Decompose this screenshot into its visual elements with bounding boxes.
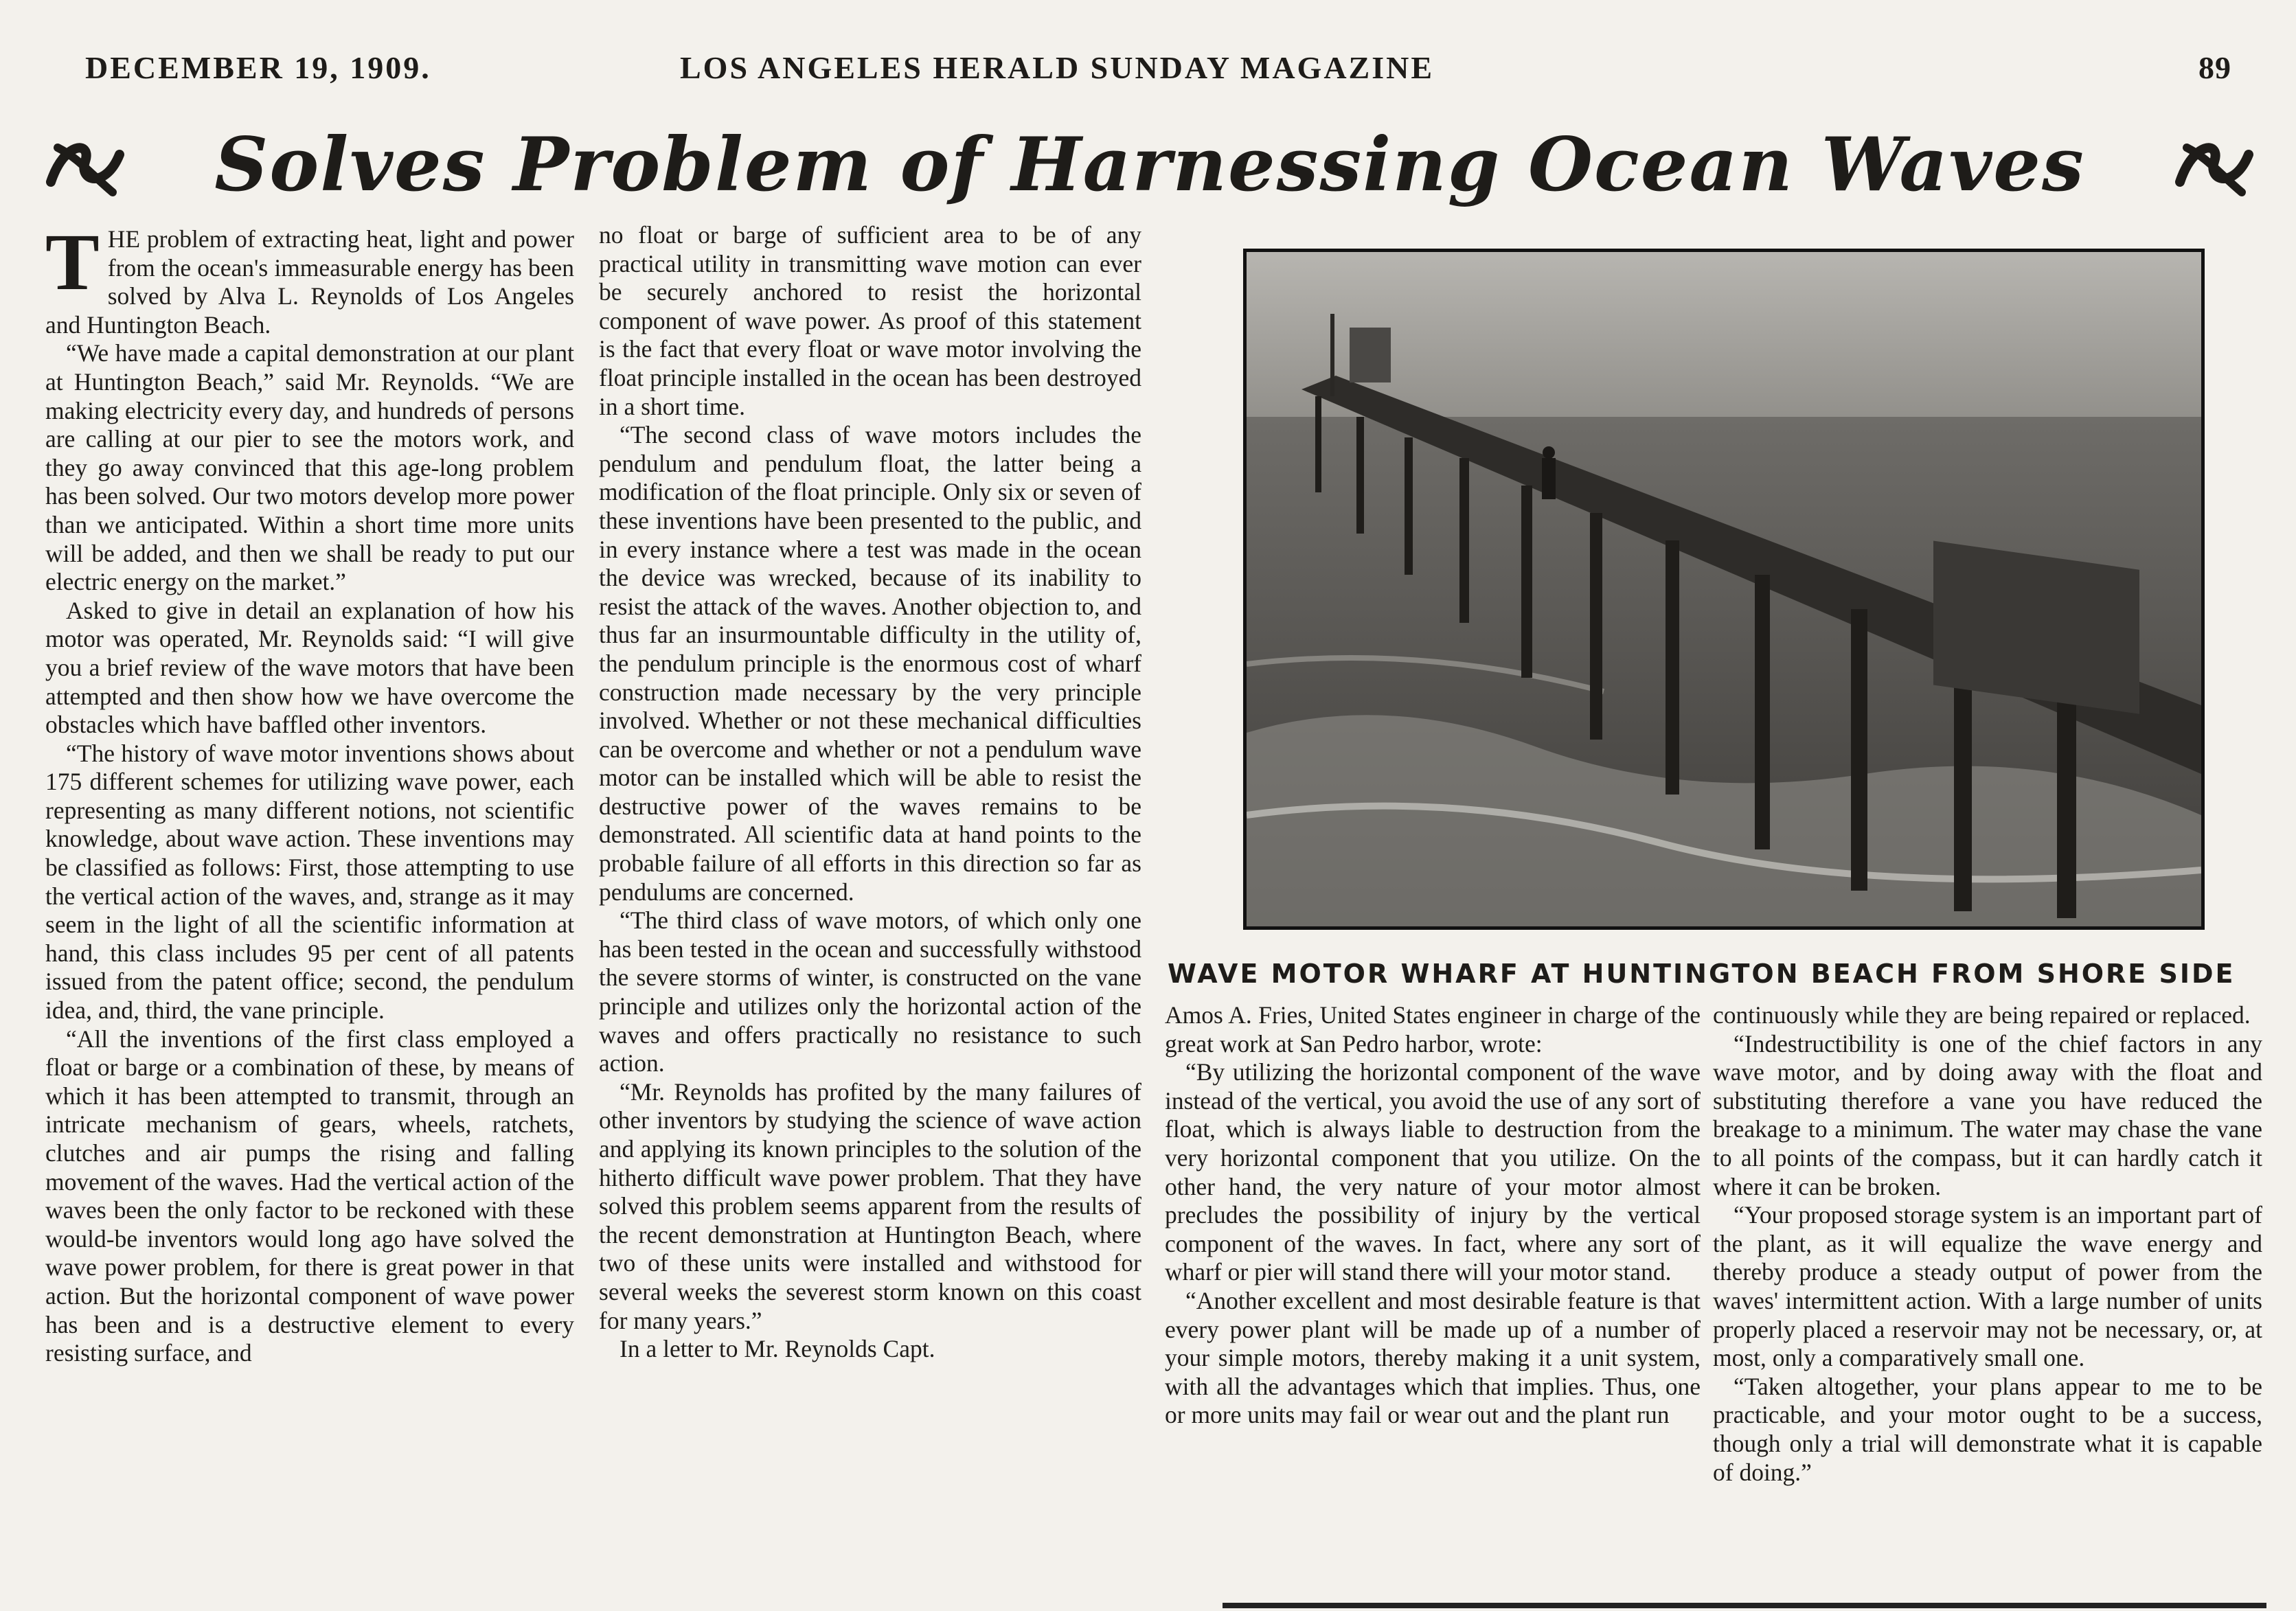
paragraph: “By utilizing the horizontal component of the wave instead of the vertical, you avoid the use of any sort of float, which is always liable to destruction from the very horizontal component that you utilize. On the other hand, the very nature of your motor almost precludes the possibility of injury by the vertical component of the waves. In fact, where any sort of wharf or pier will stand there will your motor stand. bbox=[1165, 1058, 1701, 1286]
paragraph-text: HE problem of extracting heat, light and power from the ocean's immeasurable energy has been solved by Alva L. Reynolds of Los Angeles and Huntington Beach. bbox=[45, 225, 574, 339]
wharf-photograph bbox=[1243, 249, 2205, 930]
right-ornament-icon bbox=[2173, 127, 2255, 203]
left-ornament-icon bbox=[44, 127, 126, 203]
headline: Solves Problem of Harnessing Ocean Waves bbox=[214, 122, 2085, 208]
publication-name: LOS ANGELES HERALD SUNDAY MAGAZINE bbox=[680, 50, 1435, 85]
wharf-photo-image bbox=[1247, 252, 2201, 926]
article-column-3 bbox=[1165, 1001, 1701, 1430]
article-column-2 bbox=[599, 221, 1141, 1364]
page-number: 89 bbox=[2198, 50, 2231, 85]
paragraph: no float or barge of sufficient area to be of any practical utility in transmitting wave motion can ever be securely anchored to resist the horizontal component of wave power. As proof of this statement is the fact that every float or wave motor involving the float principle installed in the ocean has been destroyed in a short time. bbox=[599, 221, 1141, 420]
paragraph: “The third class of wave motors, of which only one has been tested in the ocean and successfully withstood the severe storms of winter, is constructed on the vane principle and utilizes only the horizontal action of the waves and offers practically no resistance to such action. bbox=[599, 906, 1141, 1077]
paragraph: “The history of wave motor inventions shows about 175 different schemes for utilizing wave power, each representing as many different notions, not scientific knowledge, about wave action. These inventions may be classified as follows: First, those attempting to use the vertical action of the waves, and, strange as it may seem in the light of all the scientific information at hand, this class includes 95 per cent of all patents issued from the patent office; second, the pendulum idea, and, third, the vane principle. bbox=[45, 739, 574, 1025]
paragraph: “Taken altogether, your plans appear to me to be practicable, and your motor ought to be a success, though only a trial will demonstrate what it is capable of doing.” bbox=[1713, 1372, 2262, 1486]
issue-date: DECEMBER 19, 1909. bbox=[85, 50, 431, 85]
paragraph: “We have made a capital demonstration at our plant at Huntington Beach,” said Mr. Reynolds. “We are making electricity every day, and hundreds of persons are calling at our pier to see the motors work, and they go away convinced that this age-long problem has been solved. Our two motors develop more power than we anticipated. Within a short time more units will be added, and then we shall be ready to put our electric energy on the market.” bbox=[45, 339, 574, 596]
paragraph: Amos A. Fries, United States engineer in charge of the great work at San Pedro harbor, wrote: bbox=[1165, 1001, 1701, 1058]
paragraph: “Mr. Reynolds has profited by the many failures of other inventors by studying the science of wave action and applying its known principles to the solution of the hitherto difficult wave power problem. That they have solved this problem seems apparent from the results of the recent demonstration at Huntington Beach, where two of these units were installed and withstood for several weeks the severest storm known on this coast for many years.” bbox=[599, 1077, 1141, 1334]
paragraph: “All the inventions of the first class employed a float or barge or a combination of these, by means of which it has been attempted to transmit, through an intricate mechanism of gears, wheels, ratchets, clutches and air pumps the rising and falling movement of the waves. Had the vertical action of the waves been the only factor to be reckoned with these would-be inventors would long ago have solved the wave power problem, for there is great power in that action. But the horizontal component of wave power has been and is a destructive element to every resisting surface, and bbox=[45, 1025, 574, 1367]
article-column-1 bbox=[45, 217, 574, 1368]
paragraph: “The second class of wave motors includes the pendulum and pendulum float, the latter being a modification of the float principle. Only six or seven of these inventions have been presented to the public, and in every instance where a test was made in the ocean the device was wrecked, because of its inability to resist the attack of the waves. Another objection to, and thus far an insurmountable difficulty in the utility of, the pendulum principle is the enormous cost of wharf construction made necessary by the very principle involved. Whether or not these mechanical difficulties can be overcome and whether or not a pendulum wave motor can be installed which will be able to resist the destructive power of the waves remains to be demonstrated. All scientific data at hand points to the probable failure of all efforts in this direction so far as pendulums are concerned. bbox=[599, 421, 1141, 906]
paragraph: “Indestructibility is one of the chief factors in any wave motor, and by doing away with the float and substituting therefore a vane you have reduced the breakage to a minimum. The water may chase the vane to all points of the compass, but it can hardly catch it where it can be broken. bbox=[1713, 1029, 2262, 1200]
bottom-rule bbox=[1223, 1603, 2266, 1608]
paragraph bbox=[45, 217, 574, 339]
paragraph: continuously while they are being repaired or replaced. bbox=[1713, 1001, 2251, 1029]
headline-bar bbox=[44, 110, 2255, 220]
article-column-4 bbox=[1713, 1001, 2262, 1487]
paragraph: “Another excellent and most desirable feature is that every power plant will be made up of a number of your simple motors, thereby making it a unit system, with all the advantages which that implies. Thus, one or more units may fail or wear out and the plant run bbox=[1165, 1286, 1701, 1429]
paragraph: “Your proposed storage system is an important part of the plant, as it will equalize the wave energy and thereby produce a steady output of power from the waves' intermittent action. With a large number of units properly placed a reservoir may not be necessary, or, at most, only a comparatively small one. bbox=[1713, 1201, 2262, 1372]
paragraph: In a letter to Mr. Reynolds Capt. bbox=[620, 1335, 935, 1363]
paragraph: Asked to give in detail an explanation of how his motor was operated, Mr. Reynolds said: “I will give you a brief review of the wave motors that have been attempted and then show how we have overcome the obstacles which have baffled other inventors. bbox=[45, 596, 574, 739]
drop-cap: T bbox=[45, 217, 100, 307]
photo-caption: WAVE MOTOR WHARF AT HUNTINGTON BEACH FROM SHORE SIDE bbox=[1168, 959, 2236, 989]
